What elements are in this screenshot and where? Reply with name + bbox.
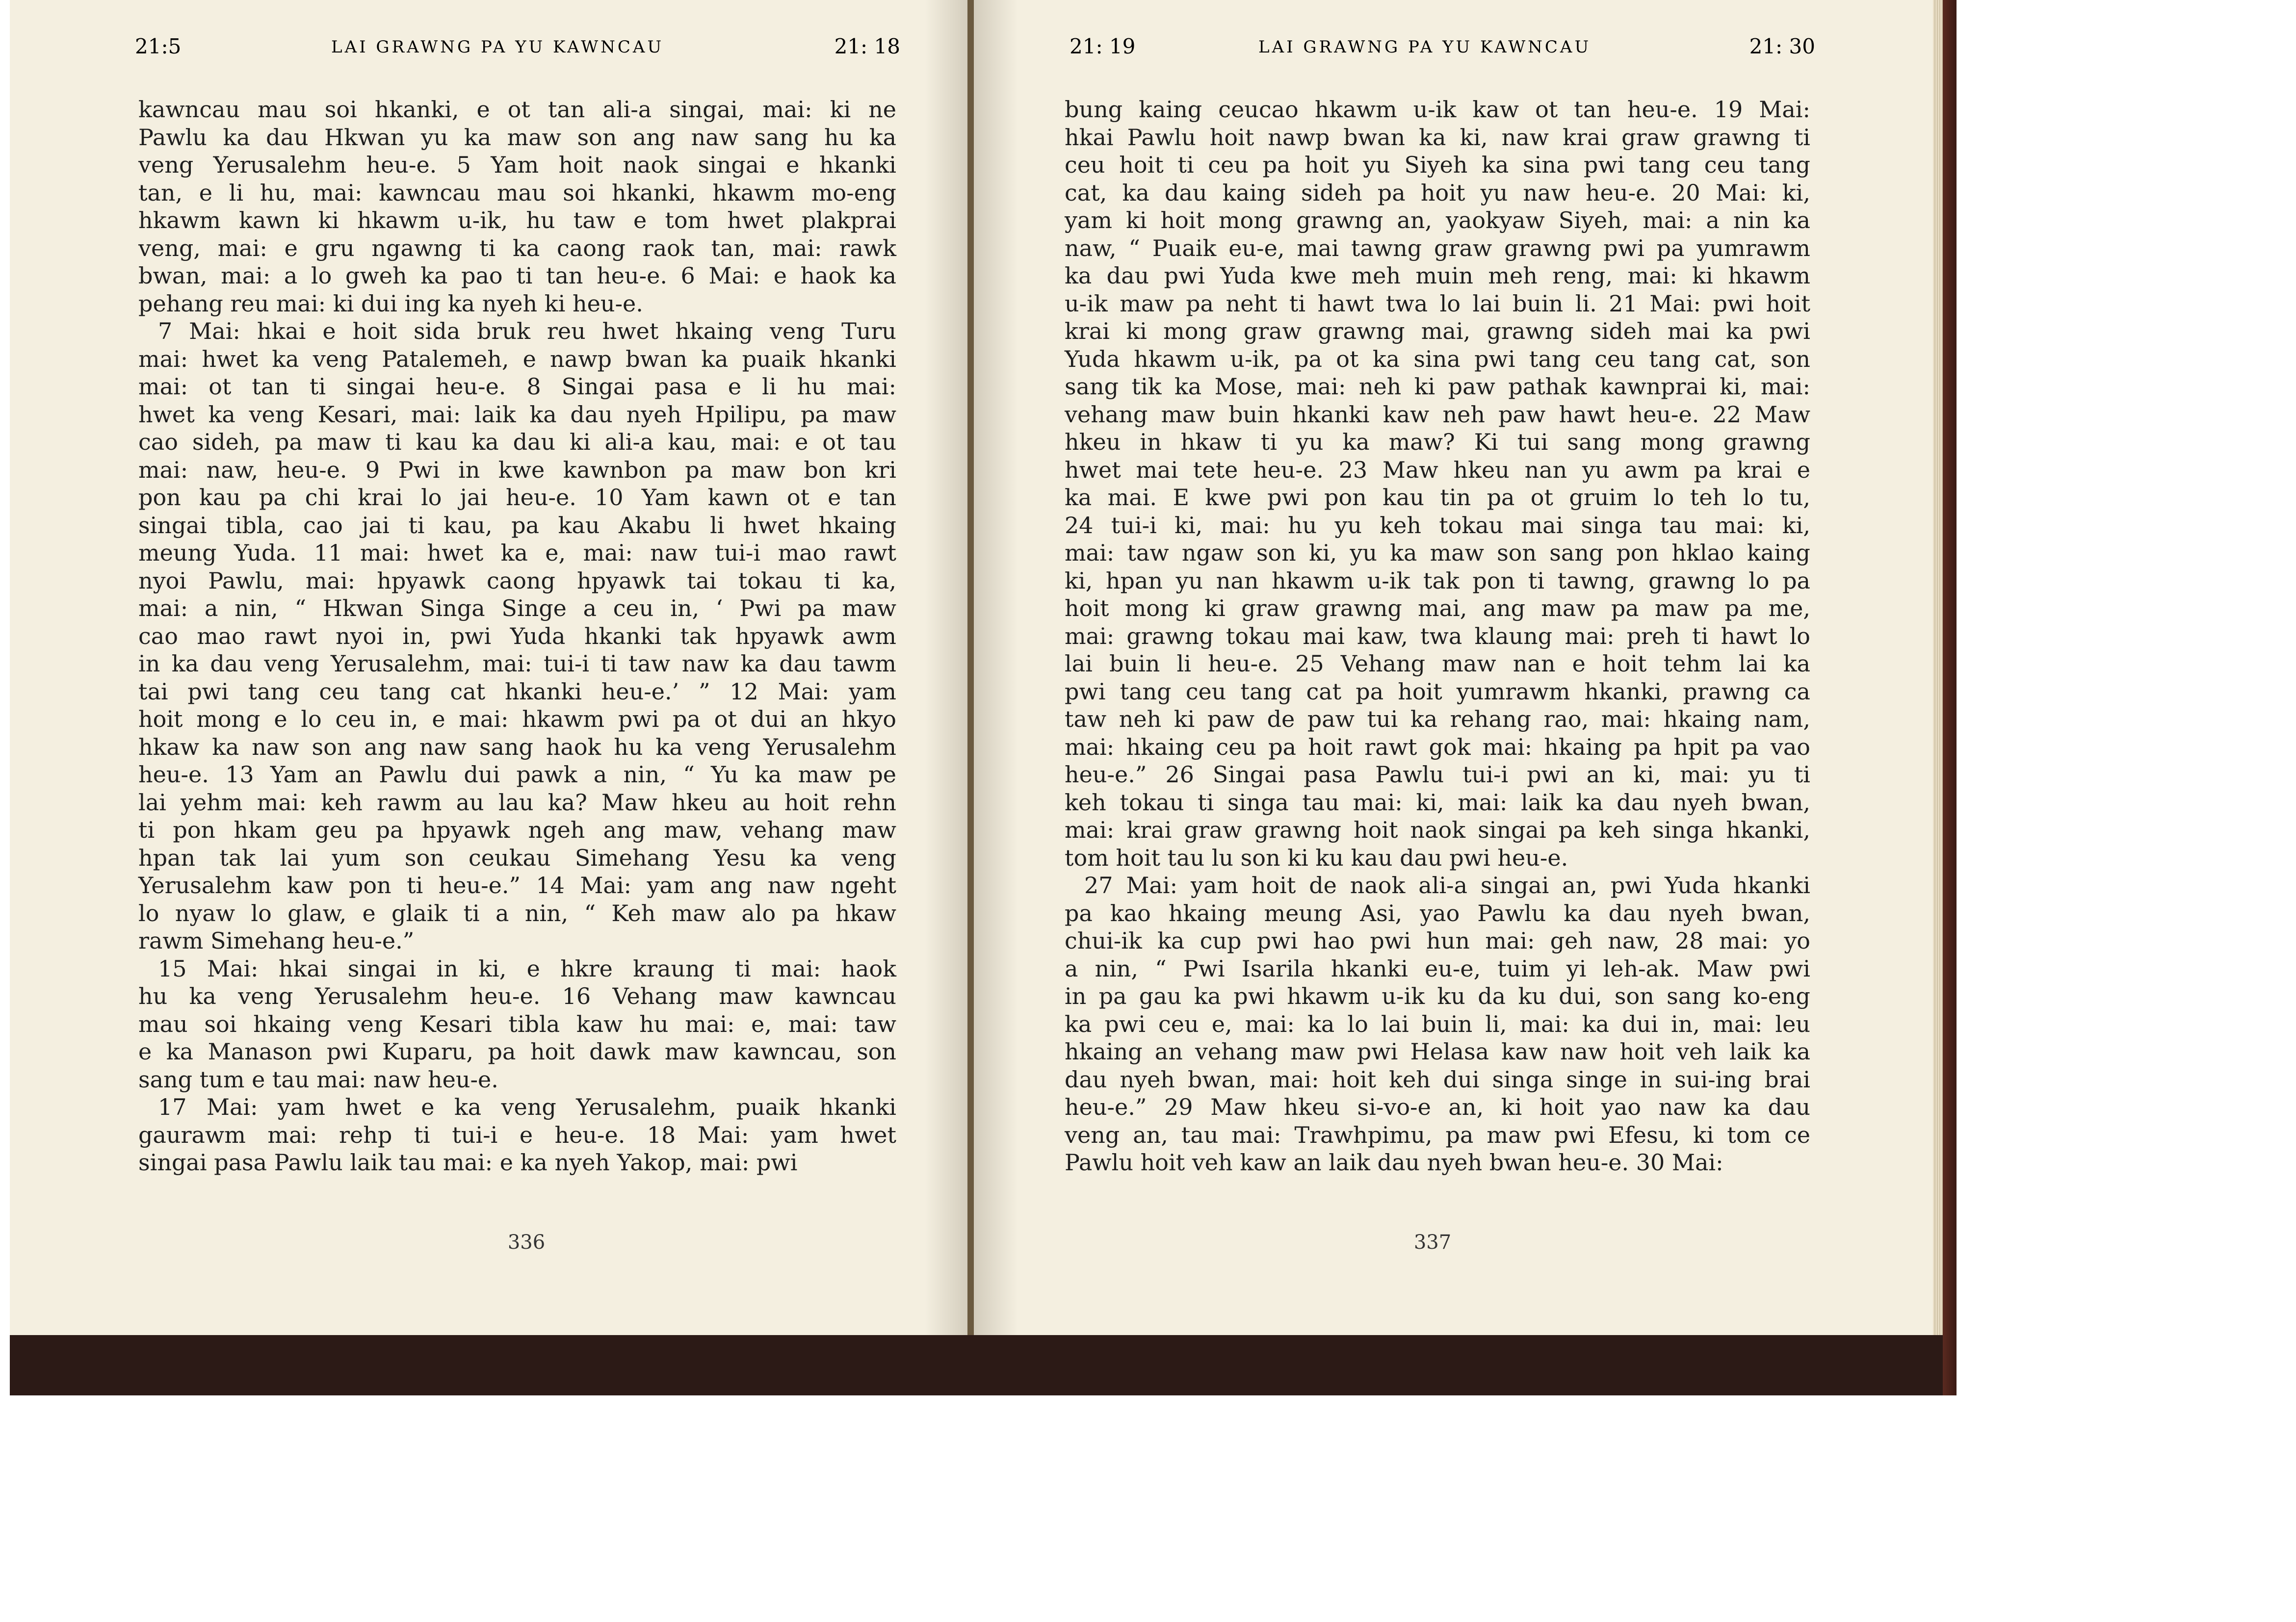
text-line: hkaw ka naw son ang naw sang haok hu ka veng Yerusalehm bbox=[138, 733, 896, 760]
text-line: lai buin li heu-e. 25 Vehang maw nan e hoit tehm lai ka bbox=[1065, 650, 1810, 677]
text-line: 15 Mai: hkai singai in ki, e hkre kraung ti mai: haok bbox=[158, 955, 896, 982]
text-line: mai: taw ngaw son ki, yu ka maw son sang pon hklao kaing bbox=[1065, 540, 1810, 566]
text-line: pa kao hkaing meung Asi, yao Pawlu ka dau nyeh bwan, bbox=[1065, 900, 1810, 927]
page-foredge bbox=[1933, 0, 1943, 1335]
text-line: sang tik ka Mose, mai: neh ki paw pathak kawnprai ki, mai: bbox=[1065, 373, 1810, 400]
text-line: hwet ka veng Kesari, mai: laik ka dau nyeh Hpilipu, pa maw bbox=[138, 401, 896, 428]
text-line: mai: a nin, “ Hkwan Singa Singe a ceu in, ‘ Pwi pa maw bbox=[138, 595, 896, 621]
text-line: 24 tui-i ki, mai: hu yu keh tokau mai singa tau mai: ki, bbox=[1065, 512, 1810, 539]
right-header-verse-end: 21: 30 bbox=[1749, 34, 1815, 58]
text-line: rawm Simehang heu-e.” bbox=[138, 927, 415, 954]
text-line: mai: grawng tokau mai kaw, twa klaung mai: preh ti hawt lo bbox=[1065, 622, 1810, 649]
left-page-number: 336 bbox=[507, 1231, 546, 1254]
text-line: hwet mai tete heu-e. 23 Maw hkeu nan yu awm pa krai e bbox=[1065, 456, 1810, 483]
text-line: veng an, tau mai: Trawhpimu, pa maw pwi Efesu, ki tom ce bbox=[1065, 1121, 1810, 1148]
text-line: mau soi hkaing veng Kesari tibla kaw hu mai: e, mai: taw bbox=[138, 1010, 896, 1037]
text-line: hu ka veng Yerusalehm heu-e. 16 Vehang maw kawncau bbox=[138, 983, 896, 1009]
text-line: heu-e.” 26 Singai pasa Pawlu tui-i pwi an ki, mai: yu ti bbox=[1065, 761, 1810, 788]
text-line: heu-e.” 29 Maw hkeu si-vo-e an, ki hoit yao naw ka dau bbox=[1065, 1094, 1810, 1120]
text-line: keh tokau ti singa tau mai: ki, mai: laik ka dau nyeh bwan, bbox=[1065, 789, 1810, 816]
text-line: mai: naw, heu-e. 9 Pwi in kwe kawnbon pa maw bon kri bbox=[138, 456, 896, 483]
text-line: hoit mong e lo ceu in, e mai: hkawm pwi pa ot dui an hkyo bbox=[138, 706, 896, 732]
text-line: Yerusalehm kaw pon ti heu-e.” 14 Mai: yam ang naw ngeht bbox=[138, 872, 896, 899]
text-line: pon kau pa chi krai lo jai heu-e. 10 Yam kawn ot e tan bbox=[138, 484, 896, 511]
left-text-block bbox=[138, 96, 896, 1177]
text-line: hkawm kawn ki hkawm u-ik, hu taw e tom hwet plakprai bbox=[138, 207, 896, 233]
text-line: hkaing an vehang maw pwi Helasa kaw naw hoit veh laik ka bbox=[1065, 1038, 1810, 1065]
cover-edge bbox=[1943, 0, 1957, 1395]
right-page bbox=[974, 0, 1933, 1335]
text-line: 27 Mai: yam hoit de naok ali-a singai an, pwi Yuda hkanki bbox=[1084, 872, 1810, 899]
text-line: hpan tak lai yum son ceukau Simehang Yesu ka veng bbox=[138, 844, 896, 871]
text-line: tan, e li hu, mai: kawncau mau soi hkanki, hkawm mo-eng bbox=[138, 179, 896, 206]
text-line: 17 Mai: yam hwet e ka veng Yerusalehm, puaik hkanki bbox=[158, 1094, 896, 1120]
text-line: yam ki hoit mong grawng an, yaokyaw Siyeh, mai: a nin ka bbox=[1065, 207, 1810, 233]
text-line: vehang maw buin hkanki kaw neh paw hawt heu-e. 22 Maw bbox=[1065, 401, 1810, 428]
text-line: singai tibla, cao jai ti kau, pa kau Akabu li hwet hkaing bbox=[138, 512, 896, 539]
text-line: krai ki mong graw grawng mai, grawng sideh mai ka pwi bbox=[1065, 318, 1810, 344]
right-running-head bbox=[1070, 34, 1815, 64]
text-line: chui-ik ka cup pwi hao pwi hun mai: geh naw, 28 mai: yo bbox=[1065, 927, 1810, 954]
text-line: kawncau mau soi hkanki, e ot tan ali-a singai, mai: ki ne bbox=[138, 96, 896, 123]
text-line: ti pon hkam geu pa hpyawk ngeh ang maw, vehang maw bbox=[138, 817, 896, 843]
text-line: pwi tang ceu tang cat pa hoit yumrawm hkanki, prawng ca bbox=[1065, 678, 1810, 705]
text-line: nyoi Pawlu, mai: hpyawk caong hpyawk tai tokau ti ka, bbox=[138, 567, 896, 594]
text-line: Pawlu hoit veh kaw an laik dau nyeh bwan heu-e. 30 Mai: bbox=[1065, 1149, 1723, 1176]
text-line: ka mai. E kwe pwi pon kau tin pa ot gruim lo teh lo tu, bbox=[1065, 484, 1810, 511]
text-line: Yuda hkawm u-ik, pa ot ka sina pwi tang ceu tang cat, son bbox=[1065, 345, 1810, 372]
text-line: hkeu in hkaw ti yu ka maw? Ki tui sang mong grawng bbox=[1065, 429, 1810, 455]
right-header-title: LAI GRAWNG PA YU KAWNCAU bbox=[1258, 37, 1592, 57]
text-line: ka pwi ceu e, mai: ka lo lai buin li, mai: ka dui in, mai: leu bbox=[1065, 1010, 1810, 1037]
text-line: veng Yerusalehm heu-e. 5 Yam hoit naok singai e hkanki bbox=[138, 152, 896, 178]
text-line: hkai Pawlu hoit nawp bwan ka ki, naw krai graw grawng ti bbox=[1065, 124, 1810, 151]
text-line: bung kaing ceucao hkawm u-ik kaw ot tan heu-e. 19 Mai: bbox=[1065, 96, 1810, 123]
text-line: ka dau pwi Yuda kwe meh muin meh reng, mai: ki hkawm bbox=[1065, 262, 1810, 289]
text-line: meung Yuda. 11 mai: hwet ka e, mai: naw tui-i mao rawt bbox=[138, 540, 896, 566]
text-line: cat, ka dau kaing sideh pa hoit yu naw heu-e. 20 Mai: ki, bbox=[1065, 179, 1810, 206]
text-line: cao sideh, pa maw ti kau ka dau ki ali-a kau, mai: e ot tau bbox=[138, 429, 896, 455]
text-line: naw, “ Puaik eu-e, mai tawng graw grawng pwi pa yumrawm bbox=[1065, 234, 1810, 261]
text-line: tom hoit tau lu son ki ku kau dau pwi heu-e. bbox=[1065, 844, 1568, 871]
left-header-title: LAI GRAWNG PA YU KAWNCAU bbox=[331, 37, 664, 57]
text-line: tai pwi tang ceu tang cat hkanki heu-e.’ ” 12 Mai: yam bbox=[138, 678, 896, 705]
text-line: heu-e. 13 Yam an Pawlu dui pawk a nin, “ Yu ka maw pe bbox=[138, 761, 896, 788]
text-line: singai pasa Pawlu laik tau mai: e ka nyeh Yakop, mai: pwi bbox=[138, 1149, 798, 1176]
right-page-number: 337 bbox=[1413, 1231, 1452, 1254]
text-line: Pawlu ka dau Hkwan yu ka maw son ang naw sang hu ka bbox=[138, 124, 896, 151]
text-line: 7 Mai: hkai e hoit sida bruk reu hwet hkaing veng Turu bbox=[158, 318, 896, 344]
text-line: e ka Manason pwi Kuparu, pa hoit dawk maw kawncau, son bbox=[138, 1038, 896, 1065]
text-line: mai: hkaing ceu pa hoit rawt gok mai: hkaing pa hpit pa vao bbox=[1065, 733, 1810, 760]
text-line: in pa gau ka pwi hkawm u-ik ku da ku dui, son sang ko-eng bbox=[1065, 983, 1810, 1009]
text-line: ceu hoit ti ceu pa hoit yu Siyeh ka sina pwi tang ceu tang bbox=[1065, 152, 1810, 178]
text-line: a nin, “ Pwi Isarila hkanki eu-e, tuim yi leh-ak. Maw pwi bbox=[1065, 955, 1810, 982]
left-header-verse-end: 21: 18 bbox=[834, 34, 900, 58]
text-line: taw neh ki paw de paw tui ka rehang rao, mai: hkaing nam, bbox=[1065, 706, 1810, 732]
left-running-head bbox=[135, 34, 900, 64]
text-line: cao mao rawt nyoi in, pwi Yuda hkanki tak hpyawk awm bbox=[138, 622, 896, 649]
right-text-block bbox=[1065, 96, 1810, 1177]
text-line: mai: hwet ka veng Patalemeh, e nawp bwan ka puaik hkanki bbox=[138, 345, 896, 372]
text-line: in ka dau veng Yerusalehm, mai: tui-i ti taw naw ka dau tawm bbox=[138, 650, 896, 677]
text-line: pehang reu mai: ki dui ing ka nyeh ki heu-e. bbox=[138, 290, 643, 317]
text-line: lai yehm mai: keh rawm au lau ka? Maw hkeu au hoit rehn bbox=[138, 789, 896, 816]
text-line: ki, hpan yu nan hkawm u-ik tak pon ti tawng, grawng lo pa bbox=[1065, 567, 1810, 594]
text-line: veng, mai: e gru ngawng ti ka caong raok tan, mai: rawk bbox=[138, 234, 896, 261]
text-line: u-ik maw pa neht ti hawt twa lo lai buin li. 21 Mai: pwi hoit bbox=[1065, 290, 1810, 317]
text-line: hoit mong ki graw grawng mai, ang maw pa maw pa me, bbox=[1065, 595, 1810, 621]
text-line: lo nyaw lo glaw, e glaik ti a nin, “ Keh maw alo pa hkaw bbox=[138, 900, 896, 927]
text-line: mai: ot tan ti singai heu-e. 8 Singai pasa e li hu mai: bbox=[138, 373, 896, 400]
left-header-verse-start: 21:5 bbox=[135, 34, 182, 58]
text-line: gaurawm mai: rehp ti tui-i e heu-e. 18 Mai: yam hwet bbox=[138, 1121, 896, 1148]
text-line: bwan, mai: a lo gweh ka pao ti tan heu-e. 6 Mai: e haok ka bbox=[138, 262, 896, 289]
text-line: mai: krai graw grawng hoit naok singai pa keh singa hkanki, bbox=[1065, 817, 1810, 843]
text-line: sang tum e tau mai: naw heu-e. bbox=[138, 1066, 498, 1093]
right-header-verse-start: 21: 19 bbox=[1070, 34, 1136, 58]
left-page bbox=[10, 0, 969, 1335]
text-line: dau nyeh bwan, mai: hoit keh dui singa singe in sui-ing brai bbox=[1065, 1066, 1810, 1093]
